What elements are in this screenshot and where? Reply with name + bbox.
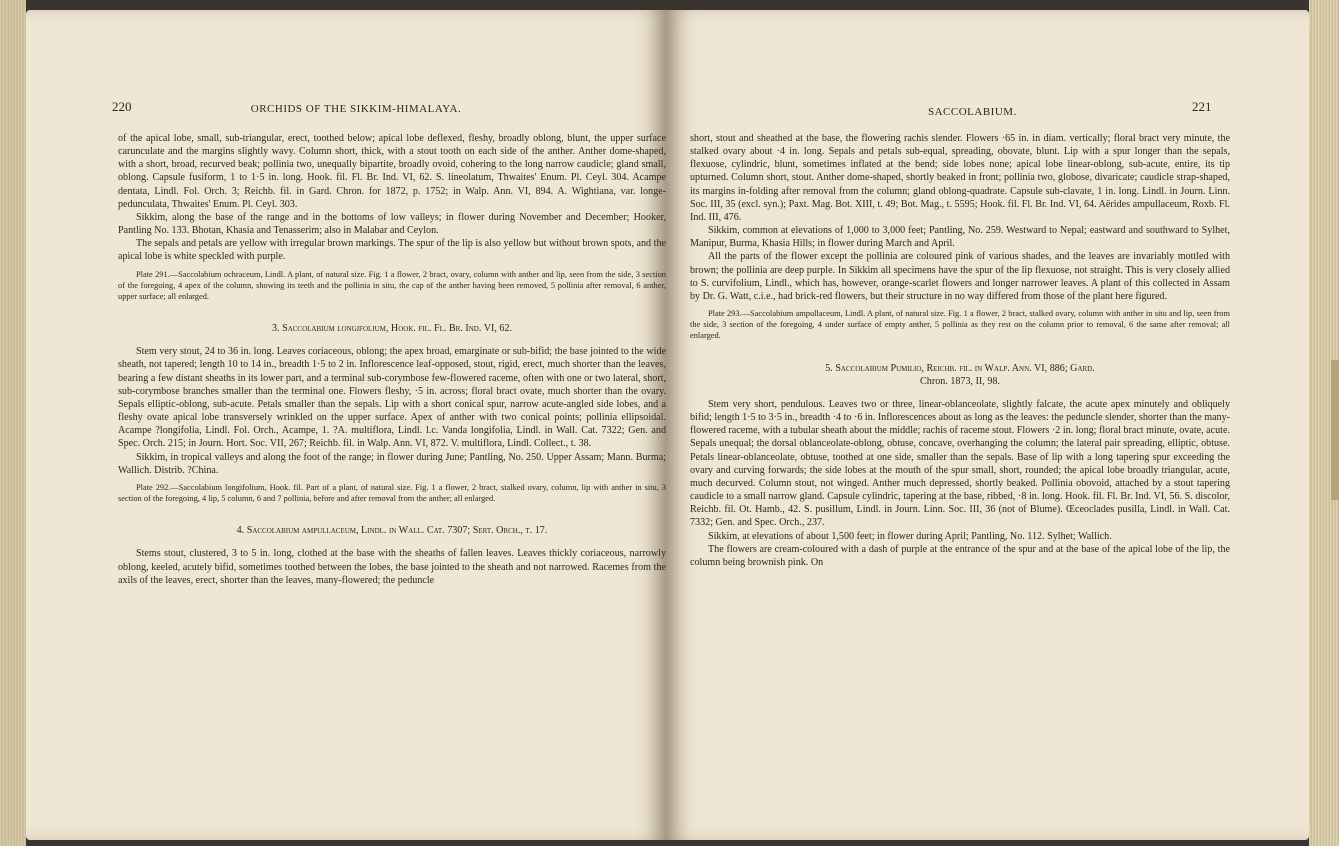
- plate-caption-293: Plate 293.—Saccolabium ampullaceum, Lindl. A plant, of natural size. Fig. 1 a flower, 2 bract, stalked ovary, column with anther in situ and lip, seen from the side, 3 section of the foregoing, 4 under surface of empty anther, 5 pollinia as they rest on the column prior to removal, 6 the same after removal; all enlarged.: [690, 309, 1230, 341]
- left-page-number: 220: [112, 99, 132, 114]
- plate-caption-292: Plate 292.—Saccolabium longifolium, Hook. fil. Part of a plant, of natural size. Fig. 1 a flower, 2 bract, stalked ovary, column, lip with anther in situ, 3 section of the foregoing, 4 lip, 5 column, 6 and 7 pollinia, before and after removal from the anther; all enlarged.: [118, 482, 666, 504]
- paragraph: The flowers are cream-coloured with a dash of purple at the entrance of the spur and at the base of the apical lobe of the lip, the column being brownish pink. On: [690, 543, 1230, 568]
- left-body: [118, 132, 666, 587]
- right-running-title: SACCOLABIUM.: [928, 106, 1017, 118]
- plate-caption-291: Plate 291.—Saccolabium ochraceum, Lindl. A plant, of natural size. Fig. 1 a flower, 2 bract, ovary, column with anther and lip, seen from the side, 3 section of the foregoing, 4 apex of the column, showing its teeth and the pollinia in situ, the cap of the anther having been removed, 5 pollinia after removal, 6 anther, upper surface; all enlarged.: [118, 269, 666, 301]
- section-heading-5-sub: Chron. 1873, II, 98.: [920, 375, 1000, 387]
- section-heading-4: 4. Saccolabium ampullaceum, Lindl. in Wall. Cat. 7307; Sert. Orch., t. 17.: [236, 525, 548, 537]
- paragraph: Sikkim, common at elevations of 1,000 to 3,000 feet; Pantling, No. 259. Westward to Nepal; eastward and southward to Sylhet, Manipur, Burma, Khasia Hills; in flower during March and April.: [690, 225, 1230, 250]
- left-page: [26, 10, 666, 840]
- paragraph: The sepals and petals are yellow with irregular brown markings. The spur of the lip is also yellow but without brown spots, and the apical lobe is white speckled with purple.: [118, 238, 666, 263]
- section-heading-3: 3. Saccolabium longifolium, Hook. fil. Fl. Br. Ind. VI, 62.: [271, 323, 513, 335]
- right-page-number: 221: [1192, 99, 1212, 114]
- paragraph: Stem very short, pendulous. Leaves two or three, linear-oblanceolate, slightly falcate, the acute apex minutely and obliquely bifid; length 1·5 to 3·5 in., breadth ·4 to ·6 in. Inflorescences about as long as the leaves: the peduncle slender, shorter than the many-flowered raceme, with a tubular sheath about the middle; rachis of raceme stout. Flowers ·2 in. long; floral bract minute, ovate, acute. Sepals unequal; the dorsal oblanceolate-oblong, obtuse, concave, overhanging the column; the lateral pair spreading, elliptic, obtuse. Petals linear-oblanceolate, obtuse, toothed at one side, smaller than the sepals. Base of lip with a long tapering spur exceeding the ovary and curving forwards; the side lobes at the mouth of the spur small, short, rounded; the apical lobe broadly triangular, acute, much decurved. Column stout, not winged. Anther much depressed, shortly beaked. Pollinia obovoid, attached by a stout tapering caudicle to a small narrow gland. Capsule cylindric, tapering at the base, ribbed, ·8 in. long. Hook. fil. Fl. Br. Ind. VI, 56. S. discolor, Reichb. fil. Ot. Hamb., 42. S. pusillum, Lindl. in Journ. Linn. Soc. III, 36 (not of Blume). Œceoclades pusilla, Lindl. in Wall. Cat. 7332; Gen. and Spec. Orch., 237.: [690, 398, 1231, 529]
- page-stack-right: [1309, 0, 1339, 846]
- paragraph: Sikkim, at elevations of about 1,500 feet; in flower during April; Pantling, No. 112. Sylhet; Wallich.: [708, 530, 1112, 542]
- paragraph: of the apical lobe, small, sub-triangular, erect, toothed below; apical lobe deflexed, fleshy, broadly oblong, blunt, the upper surface carunculate and the margins slightly wavy. Column short, thick, with a stout tooth on each side of the anther. Anther dome-shaped, with a short, broad, recurved beak; pollinia two, unequally bipartite, broadly ovoid, cohering to the long narrow caudicle; gland small, oblong. Capsule fusiform, 1 to 1·5 in. long. Hook. fil. Fl. Br. Ind. VI, 62. S. lineolatum, Thwaites' Enum. Pl. Ceyl. 304. Acampe dentata, Lindl. Fol. Orch. 3; Reichb. fil. in Gard. Chron. for 1872, p. 1752; in Walp. Ann. VI, 894. A. Wightiana, var. longe-pedunculata, Thwaites' Enum. Pl. Ceyl. 303.: [118, 133, 666, 210]
- section-heading-5: 5. Saccolabium Pumilio, Reichb. fil. in Walp. Ann. VI, 886; Gard.: [825, 362, 1095, 374]
- left-running-head: [26, 99, 666, 115]
- left-running-title: ORCHIDS OF THE SIKKIM-HIMALAYA.: [250, 103, 462, 115]
- page-stack-left: [0, 0, 26, 846]
- paragraph: All the parts of the flower except the pollinia are coloured pink of various shades, and the leaves are invariably mottled with brown; the pollinia are deep purple. In Sikkim all specimens have the spur of the lip flexuose, not straight. This is very closely allied to S. curvifolium, Lindl., which has, however, orange-scarlet flowers and longer narrower leaves. A plant of this collected in Assam by Dr. G. Watt, c.i.e., had brick-red flowers, but their structure in no way differed from those of the plant here figured.: [690, 251, 1230, 302]
- right-body: [690, 132, 1230, 569]
- right-page: [666, 10, 1309, 840]
- paragraph: short, stout and sheathed at the base, the flowering rachis slender. Flowers ·65 in. in diam. vertically; floral bract very minute, the stalked ovary about ·4 in. long. Sepals and petals sub-equal, spreading, obovate, blunt. Lip with a spur longer than the sepals, flexuose, cylindric, blunt, sometimes inflated at the bend; side lobes none; apical lobe linear-oblong, sub-acute, entire, its tip upturned. Column short, stout. Anther dome-shaped, shortly beaked in front; pollinia two, globose, divaricate; caudicle strap-shaped, its margins in-folding after removal from the column; gland oblong-quadrate. Capsule sub-clavate, 1 in. long. Lindl. in Journ. Linn. Soc. III, 35 (excl. syn.); Paxt. Mag. Bot. XIII, t. 49; Bot. Mag., t. 5595; Hook. fil. Fl. Br. Ind. VI, 64. Aërides ampullaceum, Roxb. Fl. Ind. III, 476.: [690, 133, 1230, 223]
- paragraph: Sikkim, along the base of the range and in the bottoms of low valleys; in flower during November and December; Hooker, Pantling No. 133. Bhotan, Khasia and Tenasserim; also in Malabar and Ceylon.: [118, 211, 666, 237]
- paragraph: Stem very stout, 24 to 36 in. long. Leaves coriaceous, oblong; the apex broad, emarginate or sub-bifid; the base jointed to the wide sheath, not tapered; length 10 to 14 in., breadth 1·5 to 2 in. Inflorescence leaf-opposed, stout, rigid, erect, much shorter than the leaves, bearing a few distant sheaths in its lower part, and a terminal sub-corymbose few-flowered raceme, often with one or two lateral, short, sub-corymbose branches smaller than the terminal one. Flowers fleshy, ·5 in. across; floral bract ovate, much shorter than the ovary. Sepals elliptic-oblong, sub-acute. Petals smaller than the sepals. Lip with a short conical spur, narrow acute-angled side lobes, and a fleshy ovate apical lobe transversely wrinkled on the upper surface. Apex of anther with two conical points; pollinia ellipsoidal. Acampe ?longifolia, Lindl. Fol. Orch., Acampe, 1. ?A. multiflora, Lindl. l.c. Vanda longifolia, Lindl. in Wall. Cat. 7322; Gen. and Spec. Orch. 215; in Journ. Hort. Soc. VII, 267; Reichb. fil. in Walp. Ann. VI, 872. V. multiflora, Lindl. Collect., t. 38.: [118, 346, 666, 450]
- paragraph: Sikkim, in tropical valleys and along the foot of the range; in flower during June; Pantling, No. 250. Upper Assam; Mann. Burma; Wallich. Distrib. ?China.: [118, 451, 666, 476]
- paragraph: Stems stout, clustered, 3 to 5 in. long, clothed at the base with the sheaths of fallen leaves. Leaves thickly coriaceous, narrowly oblong, keeled, acutely bifid, sometimes toothed between the lobes, the base jointed to the sheath and not narrowed. Racemes from the axils of the leaves, erect, shorter than the leaves, many-flowered; the peduncle: [118, 548, 666, 586]
- edge-mark: [1331, 360, 1339, 500]
